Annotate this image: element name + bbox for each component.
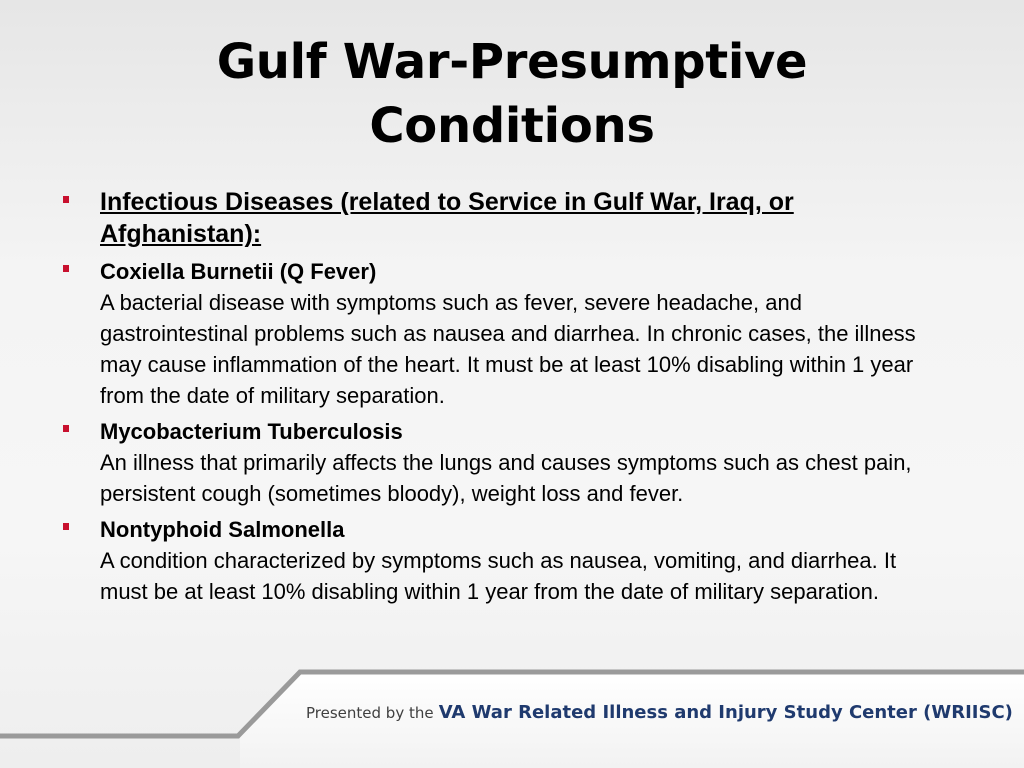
footer-credit — [306, 702, 1013, 723]
bullet-marker-icon — [63, 196, 69, 203]
footer-organization: VA War Related Illness and Injury Study Center (WRIISC) — [438, 702, 1013, 723]
item-description: A condition characterized by symptoms such as nausea, vomiting, and diarrhea. It must be at least 10% disabling within 1 year from the date of military separation. — [100, 548, 897, 604]
bullet-marker-icon — [63, 523, 69, 530]
item-title: Mycobacterium Tuberculosis — [100, 419, 403, 444]
section-heading: Infectious Diseases (related to Service in Gulf War, Iraq, or Afghanistan): — [100, 188, 794, 248]
bullet-marker-icon — [63, 265, 69, 272]
bullet-item-q-fever — [60, 256, 920, 411]
footer-prefix: Presented by the — [306, 704, 434, 722]
bullet-item-salmonella — [60, 514, 920, 607]
bullet-item-tuberculosis — [60, 416, 920, 509]
slide-title — [112, 30, 912, 158]
item-title: Nontyphoid Salmonella — [100, 517, 345, 542]
bullet-list — [60, 186, 920, 612]
item-description: An illness that primarily affects the lungs and causes symptoms such as chest pain, persistent cough (sometimes bloody), weight loss and fever. — [100, 450, 912, 506]
bullet-marker-icon — [63, 425, 69, 432]
bullet-heading — [60, 186, 920, 250]
title-line-1: Gulf War-Presumptive — [216, 34, 808, 90]
title-line-2: Conditions — [369, 98, 655, 154]
item-description: A bacterial disease with symptoms such as fever, severe headache, and gastrointestinal problems such as nausea and diarrhea. In chronic cases, the illness may cause inflammation of the heart. It must be at least 10% disabling within 1 year from the date of military separation. — [100, 290, 916, 408]
item-title: Coxiella Burnetii (Q Fever) — [100, 259, 377, 284]
